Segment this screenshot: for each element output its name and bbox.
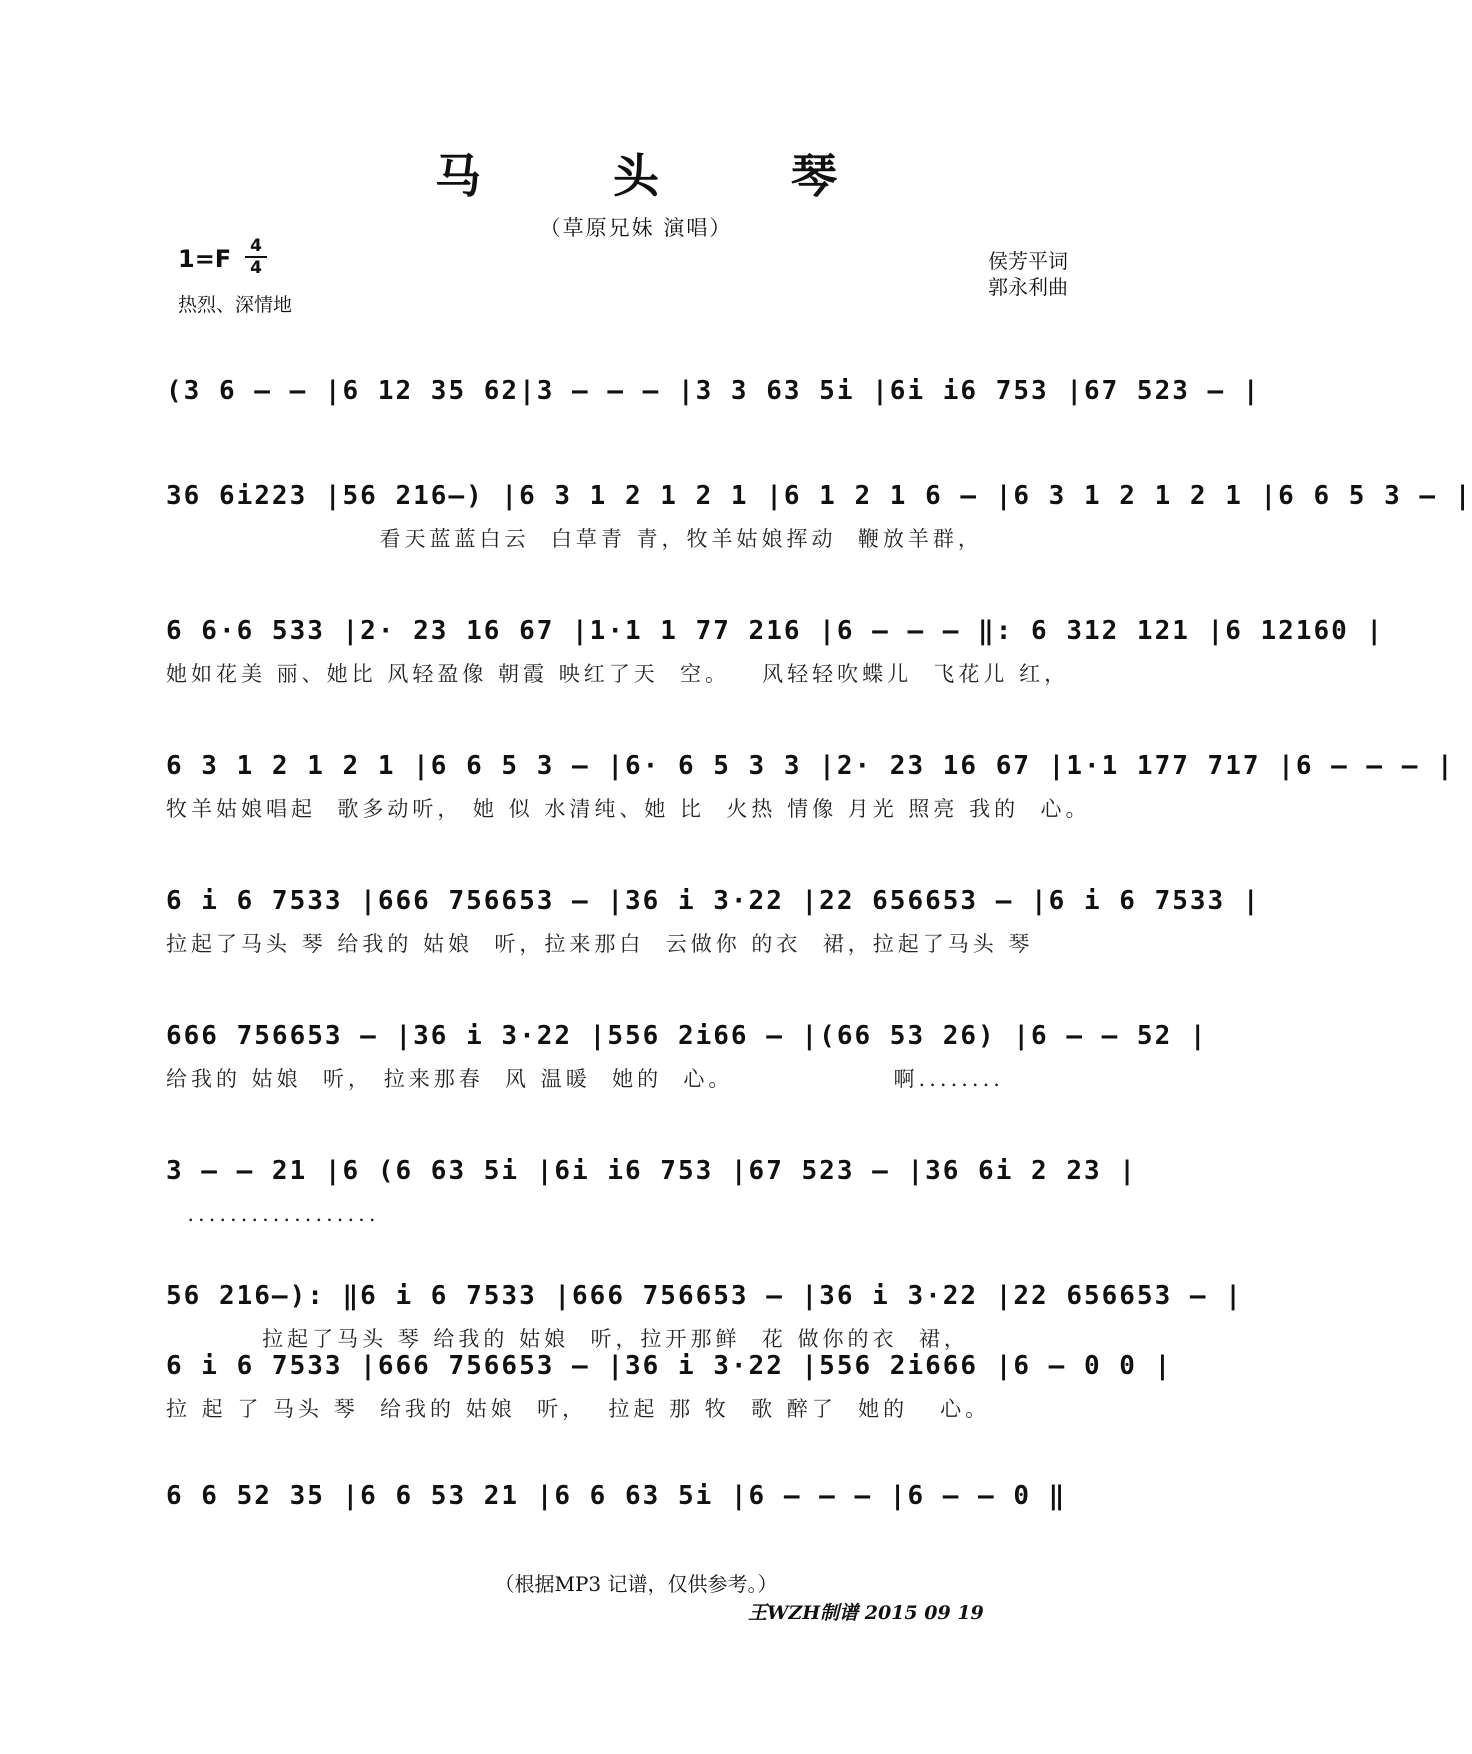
- score-system-9: [166, 1340, 1173, 1426]
- transcription-note: （根据MP3 记谱，仅供参考。）: [494, 1572, 778, 1596]
- time-signature: [245, 237, 267, 277]
- lyrics-line: 拉 起 了 马头 琴 给我的 姑娘 听， 拉起 那 牧 歌 醉了 她的 心。: [166, 1397, 991, 1421]
- lyrics-line: 拉起了马头 琴 给我的 姑娘 听，拉开那鲜 花 做你的衣 裙，: [166, 1327, 969, 1351]
- notation-line: 6 3 1 2 1 2 1 |6 6 5 3 – |6· 6 5 3 3 |2· 23 16 67 |1·1 177 717 |6 – – – |: [166, 751, 1455, 781]
- composer-credit: 郭永利曲: [988, 275, 1068, 299]
- lyrics-line: 她如花美 丽、她比 风轻盈像 朝霞 映红了天 空。 风轻轻吹蝶儿 飞花儿 红，: [166, 662, 1070, 686]
- transcriber-signature: 王WZH制谱 2015 09 19: [748, 1602, 984, 1624]
- score-system-6: [166, 1010, 1208, 1096]
- notation-line: 56 216–): ‖6 i 6 7533 |666 756653 – |36 i 3·22 |22 656653 – |: [166, 1281, 1243, 1311]
- lyrics-line: ..................: [166, 1202, 380, 1226]
- notation-line: 36 6i223 |56 216–) |6 3 1 2 1 2 1 |6 1 2 1 6 – |6 3 1 2 1 2 1 |6 6 5 3 – |: [166, 481, 1472, 511]
- notation-line: 3 – – 21 |6 (6 63 5i |6i i6 753 |67 523 – |36 6i 2 23 |: [166, 1156, 1137, 1186]
- key-signature: 1=F: [178, 245, 232, 273]
- score-system-7: [166, 1145, 1137, 1231]
- performer-subtitle: （草原兄妹 演唱）: [539, 216, 733, 240]
- notation-line: 666 756653 – |36 i 3·22 |556 2i66 – |(66 53 26) |6 – – 52 |: [166, 1021, 1208, 1051]
- lyricist-credit: 侯芳平词: [988, 249, 1068, 273]
- notation-line: 6 6 52 35 |6 6 53 21 |6 6 63 5i |6 – – – |6 – – 0 ‖: [166, 1481, 1067, 1511]
- time-signature-bottom: 4: [250, 258, 262, 278]
- score-system-1: [166, 365, 1261, 451]
- tempo-marking: 热烈、深情地: [178, 294, 293, 316]
- score-system-2: [166, 470, 1472, 556]
- credits: [988, 248, 1068, 300]
- score-system-4: [166, 740, 1455, 826]
- score-system-3: [166, 605, 1385, 691]
- notation-line: (3 6 – – |6 12 35 62|3 – – – |3 3 63 5i |6i i6 753 |67 523 – |: [166, 376, 1261, 406]
- score-system-5: [166, 875, 1261, 961]
- lyrics-line: 牧羊姑娘唱起 歌多动听， 她 似 水清纯、她 比 火热 情像 月光 照亮 我的 心。: [166, 797, 1091, 821]
- lyrics-line: 拉起了马头 琴 给我的 姑娘 听，拉来那白 云做你 的衣 裙，拉起了马头 琴: [166, 932, 1034, 956]
- song-title: 马 头 琴: [434, 149, 896, 203]
- lyrics-line: 给我的 姑娘 听， 拉来那春 风 温暖 她的 心。 啊........: [166, 1067, 1004, 1091]
- notation-line: 6 i 6 7533 |666 756653 – |36 i 3·22 |556 2i666 |6 – 0 0 |: [166, 1351, 1173, 1381]
- lyrics-line: [166, 417, 1126, 451]
- notation-line: 6 6·6 533 |2· 23 16 67 |1·1 1 77 216 |6 – – – ‖: 6 312 121 |6 12160 |: [166, 616, 1385, 646]
- time-signature-top: 4: [250, 236, 262, 256]
- lyrics-line: 看天蓝蓝白云 白草青 青，牧羊姑娘挥动 鞭放羊群，: [166, 527, 983, 551]
- notation-line: 6 i 6 7533 |666 756653 – |36 i 3·22 |22 656653 – |6 i 6 7533 |: [166, 886, 1261, 916]
- lyrics-line: [166, 1522, 1126, 1556]
- score-system-10: [166, 1470, 1126, 1556]
